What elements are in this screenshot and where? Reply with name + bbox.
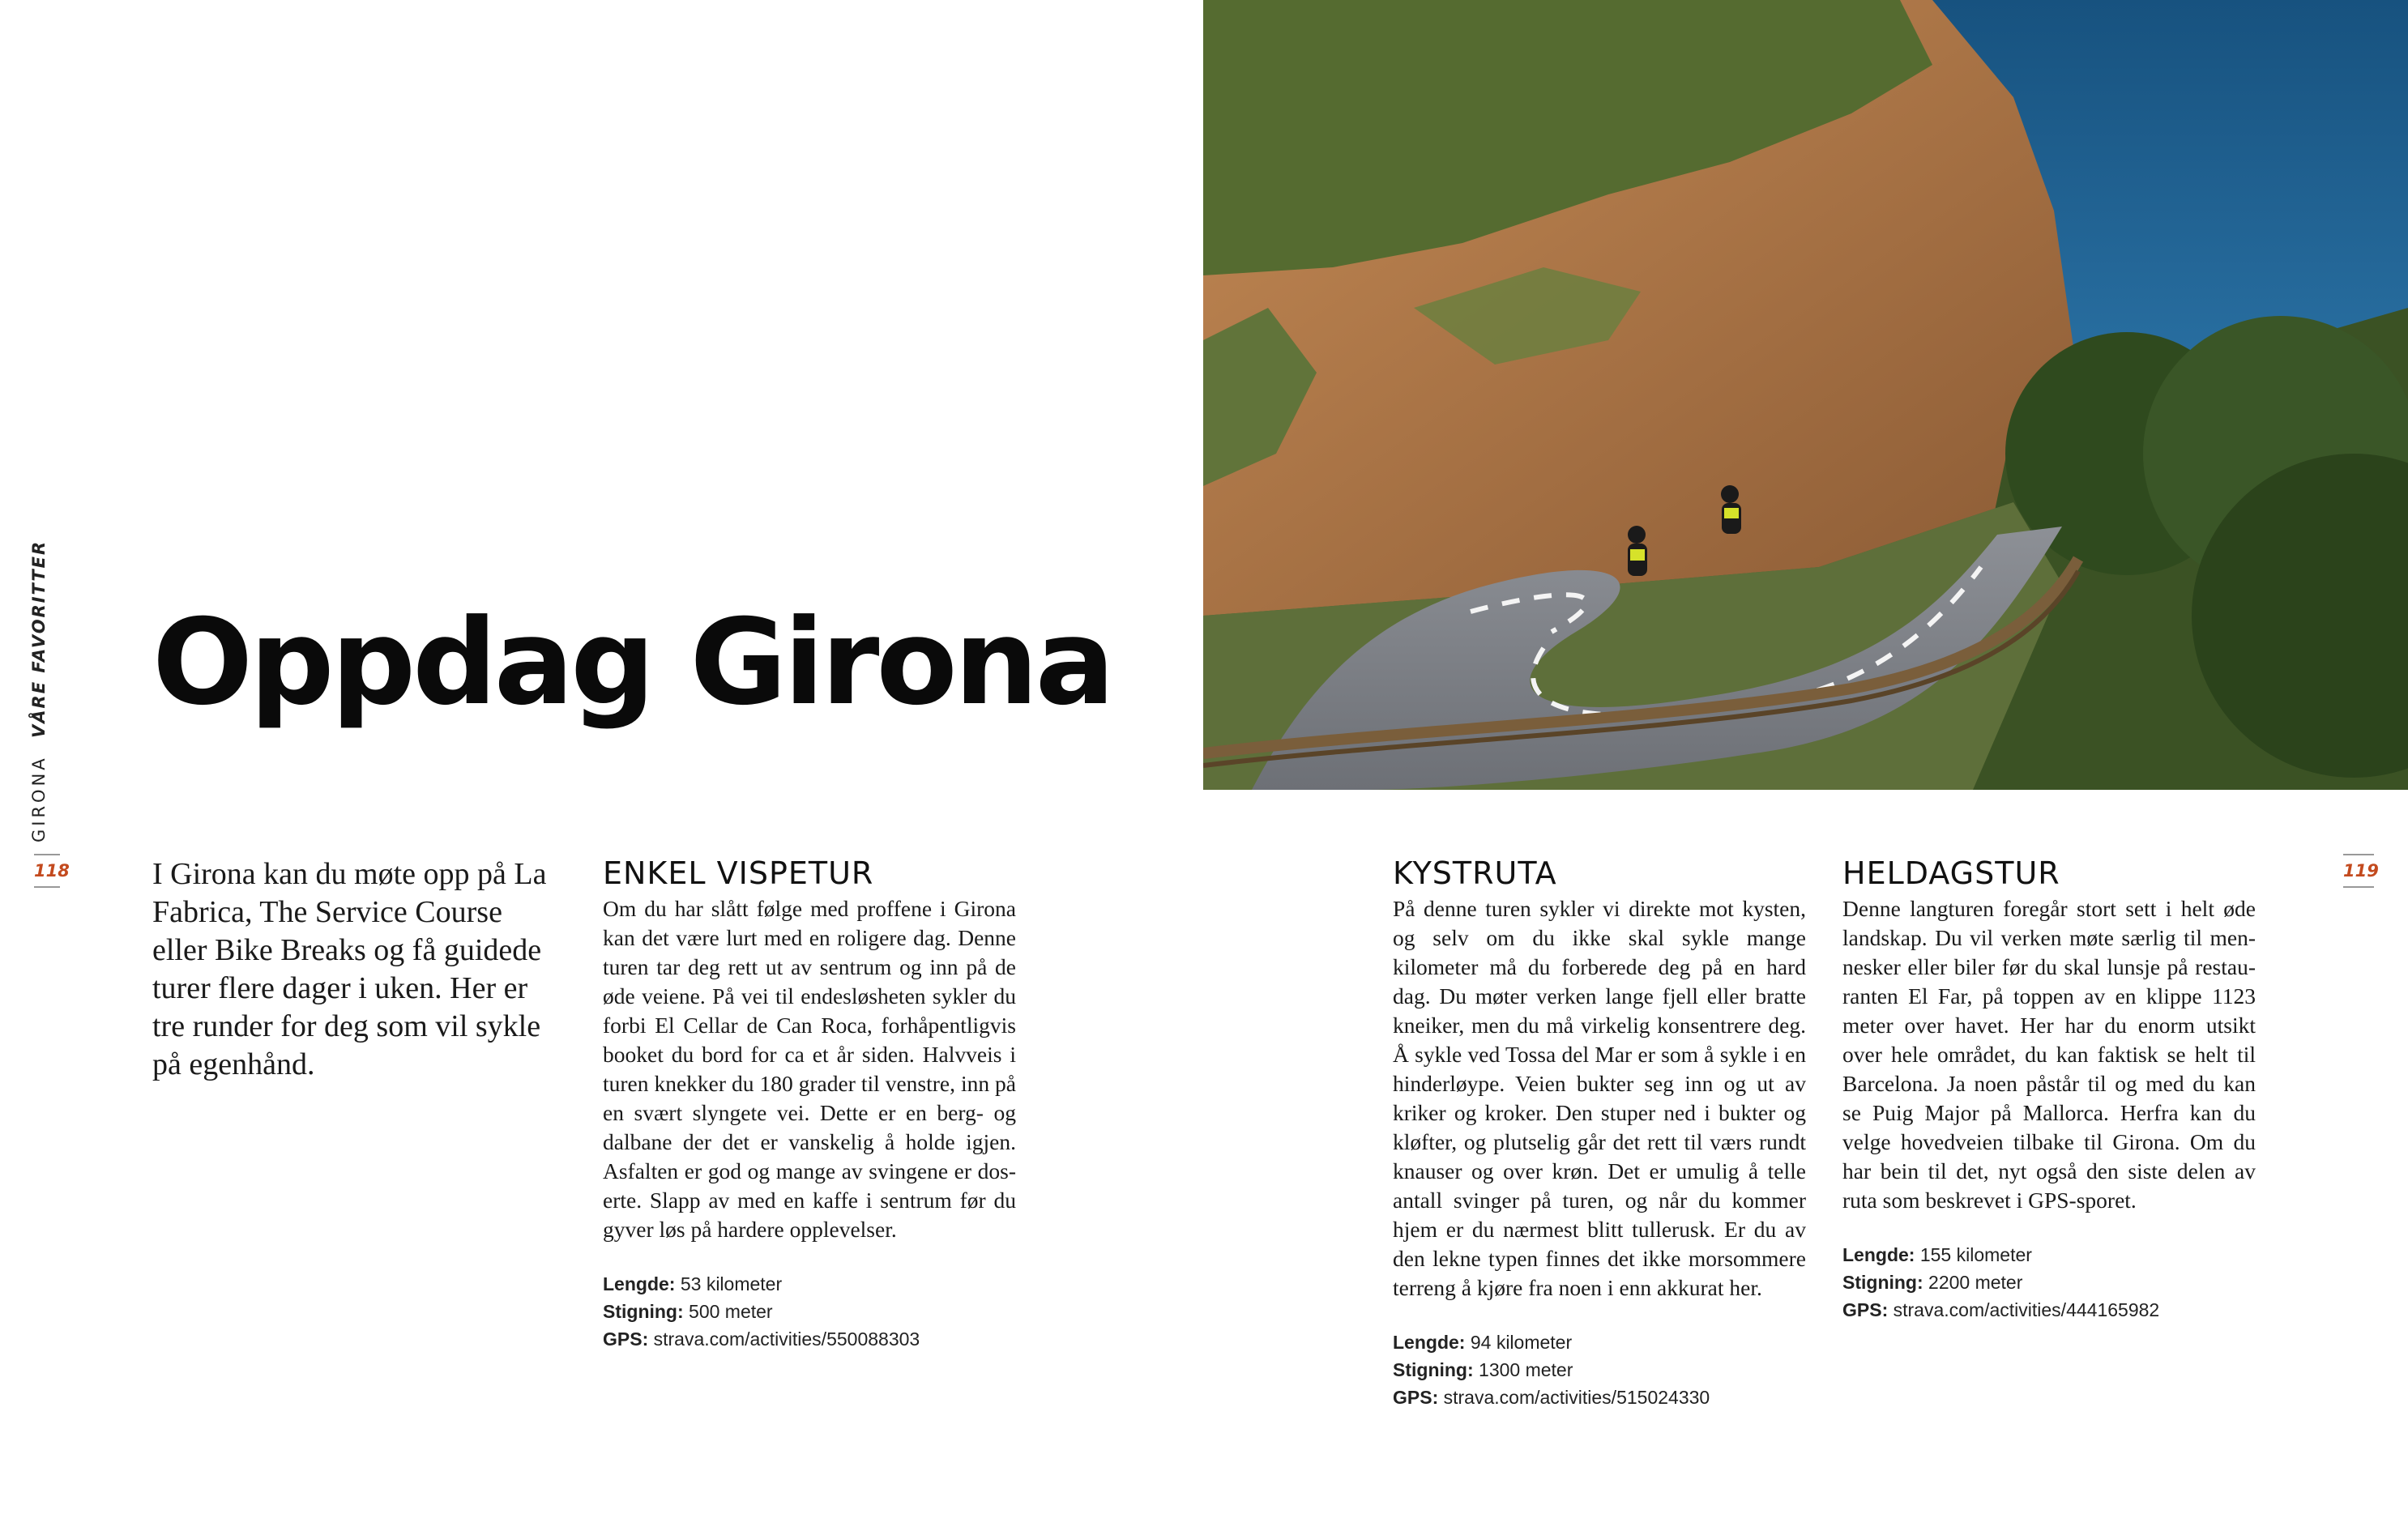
section-label <box>29 539 63 851</box>
length-label: Lengde: <box>1842 1244 1915 1265</box>
section-label-text <box>29 540 49 842</box>
route-enkel-vispetur <box>603 852 1016 1353</box>
gps-link[interactable]: strava.com/activities/550088303 <box>653 1328 920 1350</box>
section-city: GIRONA <box>29 755 49 842</box>
route-heading: ENKEL VISPETUR <box>603 855 874 891</box>
gps-label: GPS: <box>1842 1299 1889 1320</box>
route-facts <box>1393 1328 1806 1411</box>
route-facts <box>1842 1241 2256 1324</box>
gps-label: GPS: <box>1393 1387 1439 1408</box>
climb-value: 500 meter <box>689 1301 773 1322</box>
climb-value: 2200 meter <box>1928 1272 2023 1293</box>
route-heading: KYSTRUTA <box>1393 855 1557 891</box>
climb-label: Stigning: <box>603 1301 684 1322</box>
climb-value: 1300 meter <box>1479 1359 1573 1380</box>
route-heading: HELDAGSTUR <box>1842 855 2060 891</box>
page-number-right: 119 <box>2343 854 2374 888</box>
route-heldagstur <box>1842 852 2256 1324</box>
intro-paragraph: I Girona kan du møte opp på La Fabrica, The Service Course eller Bike Breaks og få guidede turer flere dager i uken. Her er tre runder for deg som vil sykle på egenhånd. <box>152 857 547 1081</box>
page-title: Oppdag Girona <box>152 594 1112 731</box>
route-facts <box>603 1270 1016 1353</box>
gps-link[interactable]: strava.com/activities/444165982 <box>1893 1299 2160 1320</box>
route-body: Denne langturen foregår stort sett i helt øde landskap. Du vil verken møte særlig til men- nesker eller biler før du skal lunsje på restau- ranten El Far, på toppen av en klippe 1123 meter over havet. Her har du enorm utsikt over hele området, du kan faktisk se helt til Barcelona. Ja noen påstår til og med du kan se Puig Major på Mallorca. Herfra kan du velge hovedveien tilbake til Girona. Om du har bein til det, nyt også den siste delen av ruta som beskrevet i GPS-sporet. <box>1842 896 2256 1213</box>
page-number-left: 118 <box>34 854 60 888</box>
length-value: 155 kilometer <box>1919 1244 2032 1265</box>
cyclists-coastal-road-photo <box>1203 0 2408 790</box>
route-kystruta <box>1393 852 1806 1411</box>
route-body: Om du har slått følge med proffene i Girona kan det være lurt med en roligere dag. Denne turen tar deg rett ut av sentrum og inn på de øde veiene. På vei til endesløsheten sykler du forbi El Cellar de Can Roca, forhåpentligvis booket du bord for ca et år siden. Halvveis i turen knekker du 180 grader til venstre, inn på en svært slyngete vei. Dette er en berg- og dalbane der det er vanskelig å holde igjen. Asfalten er god og mange av svingene er dos- erte. Slapp av med en kaffe i sentrum før du gyver løs på hardere opplevelser. <box>603 896 1016 1242</box>
section-category: VÅRE FAVORITTER <box>29 539 49 738</box>
climb-label: Stigning: <box>1393 1359 1474 1380</box>
climb-label: Stigning: <box>1842 1272 1923 1293</box>
length-label: Lengde: <box>603 1273 676 1294</box>
length-label: Lengde: <box>1393 1332 1466 1353</box>
gps-link[interactable]: strava.com/activities/515024330 <box>1443 1387 1710 1408</box>
length-value: 53 kilometer <box>680 1273 783 1294</box>
length-value: 94 kilometer <box>1470 1332 1573 1353</box>
route-body: På denne turen sykler vi direkte mot kysten, og selv om du ikke skal sykle mange kilometer må du forberede deg på en hard dag. Du møter verken lange fjell eller bratte kneiker, men du må virkelig konsentrere deg. Å sykle ved Tossa del Mar er som å sykle i en hinderløype. Veien bukter seg inn og ut av kriker og kroker. Den stuper ned i bukter og kløfter, og plutselig går det rett til værs rundt knauser og over krøn. Det er umulig å telle antall svinger på turen, og når du kommer hjem er du nærmest blitt tullerusk. Er du av den lekne typen finnes det ikke morsommere terreng å kjøre fra noen i enn akkurat her. <box>1393 896 1806 1300</box>
gps-label: GPS: <box>603 1328 649 1350</box>
